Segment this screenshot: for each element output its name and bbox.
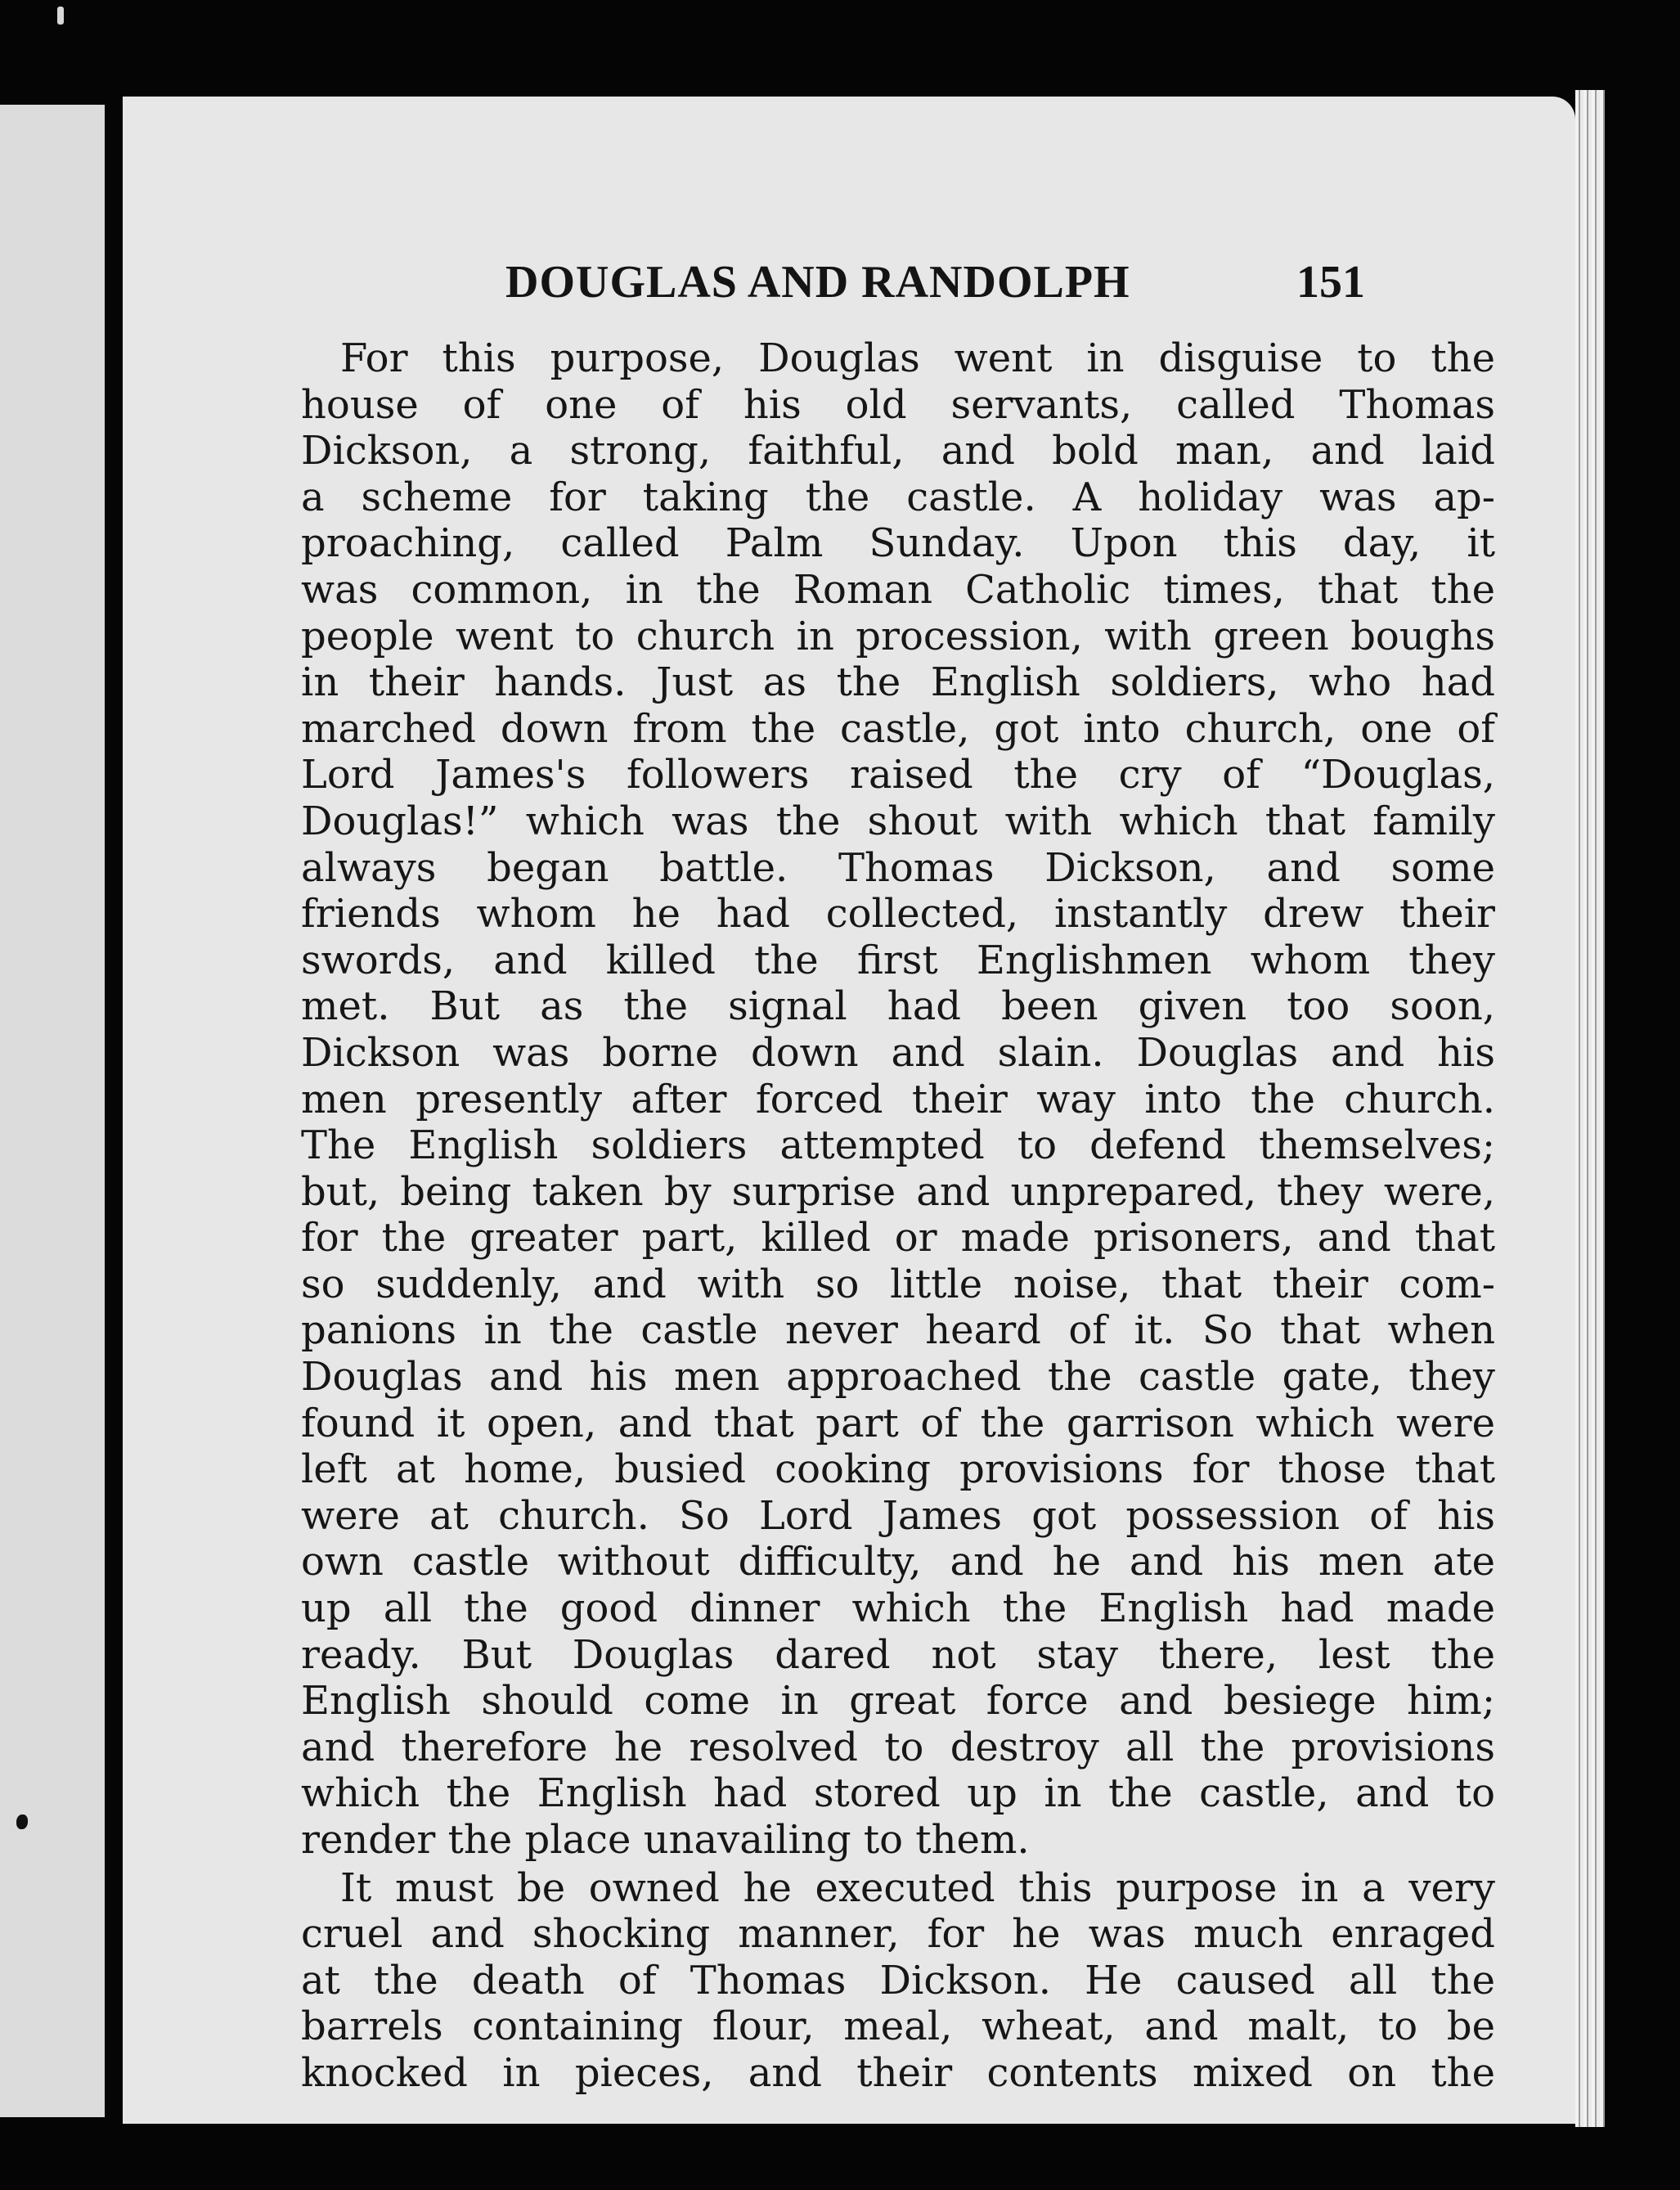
text-line: English should come in great force and besiege him; <box>301 1678 1495 1725</box>
text-line: cruel and shocking manner, for he was much enraged <box>301 1911 1495 1958</box>
text-line: swords, and killed the first Englishmen whom they <box>301 937 1495 983</box>
text-line: Dickson was borne down and slain. Douglas and his <box>301 1029 1495 1076</box>
ink-blot <box>16 1815 28 1829</box>
text-line: people went to church in procession, with green boughs <box>301 613 1495 659</box>
text-line: knocked in pieces, and their contents mixed on the <box>301 2049 1495 2096</box>
text-line: house of one of his old servants, called Thomas <box>301 381 1495 428</box>
text-line: men presently after forced their way into the church. <box>301 1076 1495 1122</box>
text-line: own castle without difficulty, and he and his men ate <box>301 1539 1495 1585</box>
body-text <box>301 335 1495 2097</box>
facing-page-edge <box>0 105 105 2117</box>
text-line: friends whom he had collected, instantly drew their <box>301 891 1495 938</box>
page-stack-edge <box>1575 90 1605 2127</box>
text-line: render the place unavailing to them. <box>301 1817 1030 1863</box>
book-page <box>123 97 1575 2124</box>
text-line: The English soldiers attempted to defend themselves; <box>301 1122 1495 1169</box>
text-line: barrels containing flour, meal, wheat, and malt, to be <box>301 2003 1495 2050</box>
running-head-title: DOUGLAS AND RANDOLPH <box>505 257 1130 308</box>
page-number: 151 <box>1296 257 1365 308</box>
text-line: For this purpose, Douglas went in disguise to the <box>340 335 1495 381</box>
text-line: panions in the castle never heard of it. So that when <box>301 1307 1495 1354</box>
text-line: a scheme for taking the castle. A holiday was ap- <box>301 474 1495 520</box>
text-line: so suddenly, and with so little noise, that their com- <box>301 1261 1495 1307</box>
text-line: Lord James's followers raised the cry of “Douglas, <box>301 752 1495 798</box>
text-line: were at church. So Lord James got possession of his <box>301 1492 1495 1539</box>
text-line: was common, in the Roman Catholic times, that the <box>301 566 1495 613</box>
text-line: up all the good dinner which the English had made <box>301 1585 1495 1632</box>
running-head <box>123 256 1575 322</box>
text-line: which the English had stored up in the castle, and to <box>301 1770 1495 1817</box>
text-line: Douglas!” which was the shout with which that family <box>301 798 1495 844</box>
text-line: proaching, called Palm Sunday. Upon this day, it <box>301 520 1495 567</box>
text-line: found it open, and that part of the garrison which were <box>301 1400 1495 1446</box>
text-line: left at home, busied cooking provisions for those that <box>301 1446 1495 1493</box>
text-line: for the greater part, killed or made prisoners, and that <box>301 1215 1495 1261</box>
scan-mark <box>57 7 64 25</box>
text-line: at the death of Thomas Dickson. He caused all the <box>301 1957 1495 2003</box>
text-line: in their hands. Just as the English soldiers, who had <box>301 659 1495 706</box>
text-line: ready. But Douglas dared not stay there, lest the <box>301 1631 1495 1678</box>
text-line: It must be owned he executed this purpose in a very <box>340 1864 1495 1911</box>
text-line: and therefore he resolved to destroy all the provisions <box>301 1724 1495 1770</box>
text-line: but, being taken by surprise and unprepared, they were, <box>301 1168 1495 1215</box>
text-line: met. But as the signal had been given too soon, <box>301 983 1495 1030</box>
text-line: Dickson, a strong, faithful, and bold man, and laid <box>301 428 1495 474</box>
text-line: marched down from the castle, got into church, one of <box>301 705 1495 752</box>
text-line: always began battle. Thomas Dickson, and some <box>301 844 1495 891</box>
text-line: Douglas and his men approached the castle gate, they <box>301 1354 1495 1401</box>
